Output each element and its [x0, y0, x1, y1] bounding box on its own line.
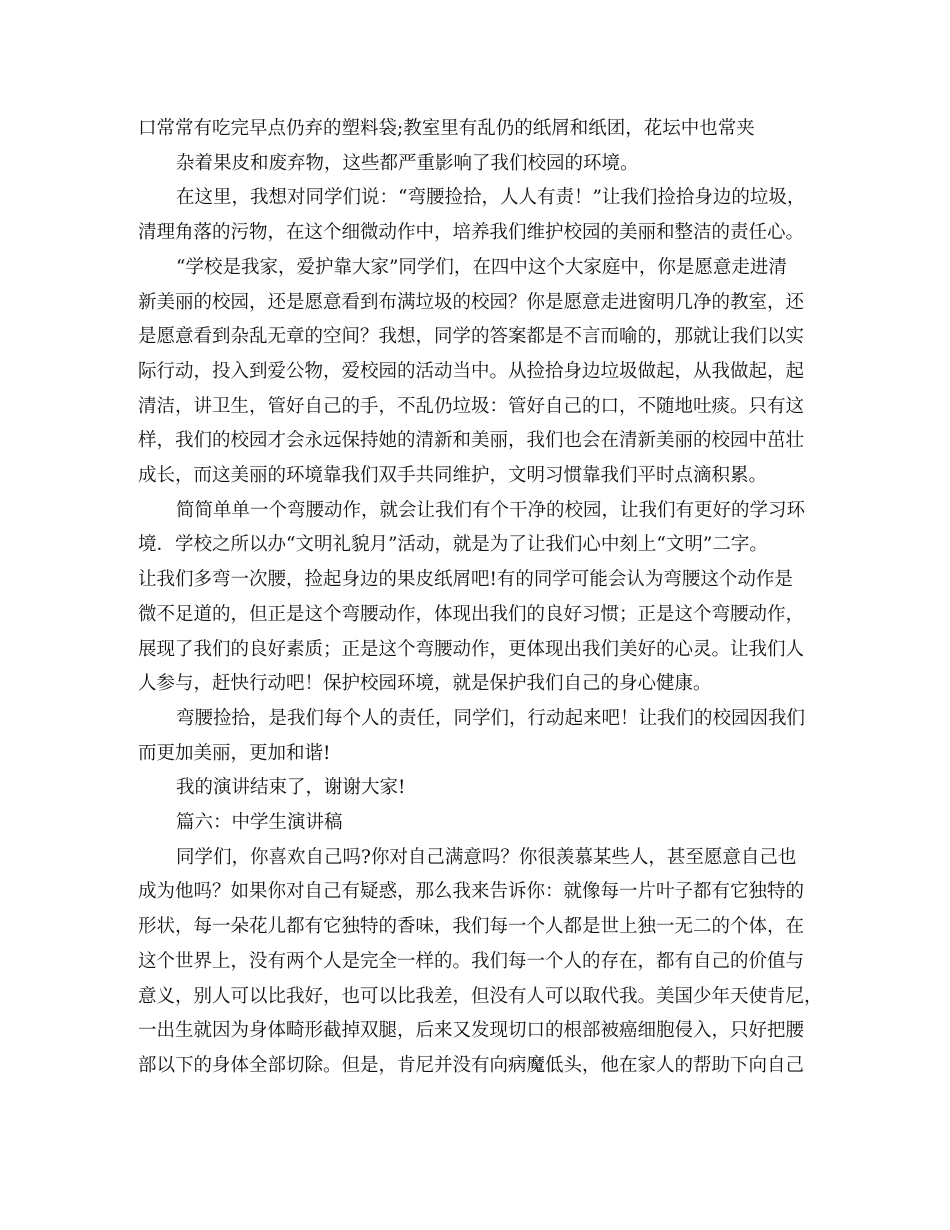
- text-line: 简简单单一个弯腰动作，就会让我们有个干净的校园，让我们有更好的学习环: [176, 499, 806, 521]
- text-line: 口常常有吃完早点仍弃的塑料袋;教室里有乱仍的纸屑和纸团，花坛中也常夹: [138, 118, 755, 139]
- text-line: 部以下的身体全部切除。但是，肯尼并没有向病魔低头，他在家人的帮助下向自己: [138, 1054, 805, 1076]
- text-line: 成为他吗？如果你对自己有疑惑，那么我来告诉你：就像每一片叶子都有它独特的: [138, 881, 805, 903]
- text-line: 意义，别人可以比我好，也可以比我差，但没有人可以取代我。美国少年天使肯尼，: [138, 985, 823, 1007]
- text-line: 际行动，投入到爱公物，爱校园的活动当中。从捡拾身边垃圾做起，从我做起，起: [138, 360, 805, 382]
- text-line: 一出生就因为身体畸形截掉双腿，后来又发现切口的根部被癌细胞侵入，只好把腰: [138, 1020, 805, 1042]
- text-line: 展现了我们的良好素质；正是这个弯腰动作，更体现出我们美好的心灵。让我们人: [138, 638, 805, 660]
- text-line: 新美丽的校园，还是愿意看到布满垃圾的校园？你是愿意走进窗明几净的教室，还: [138, 291, 805, 313]
- text-line: 清理角落的污物，在这个细微动作中，培养我们维护校园的美丽和整洁的责任心。: [138, 222, 805, 244]
- text-line: 是愿意看到杂乱无章的空间？我想，同学的答案都是不言而喻的，那就让我们以实: [138, 326, 805, 348]
- text-line: 在这里，我想对同学们说：“弯腰捡拾，人人有责！”让我们捡拾身边的垃圾，: [176, 187, 806, 209]
- text-line: 清洁，讲卫生，管好自己的手，不乱仍垃圾：管好自己的口，不随地吐痰。只有这: [138, 395, 805, 417]
- text-line: 成长，而这美丽的环境靠我们双手共同维护，文明习惯靠我们平时点滴积累。: [138, 465, 768, 486]
- text-line: 让我们多弯一次腰，捡起身边的果皮纸屑吧!有的同学可能会认为弯腰这个动作是: [138, 569, 793, 591]
- text-line: 弯腰捡拾，是我们每个人的责任，同学们，行动起来吧！让我们的校园因我们: [176, 707, 806, 729]
- text-line: 境．学校之所以办“文明礼貌月”活动，就是为了让我们心中刻上“文明”二字。: [138, 534, 768, 556]
- section-heading: 篇六：中学生演讲稿: [176, 812, 343, 833]
- text-line: 微不足道的，但正是这个弯腰动作，体现出我们的良好习惯；正是这个弯腰动作，: [138, 603, 805, 625]
- text-line: 形状，每一朵花儿都有它独特的香味，我们每一个人都是世上独一无二的个体，在: [138, 916, 805, 938]
- text-line: 同学们，你喜欢自己吗?你对自己满意吗？你很羡慕某些人，甚至愿意自己也: [176, 846, 797, 868]
- text-line: 这个世界上，没有两个人是完全一样的。我们每一个人的存在，都有自己的价值与: [138, 950, 805, 972]
- text-line: “学校是我家，爱护靠大家”同学们，在四中这个大家庭中，你是愿意走进清: [176, 256, 787, 278]
- text-line: 我的演讲结束了，谢谢大家!: [176, 777, 406, 799]
- text-line: 而更加美丽，更加和谐!: [138, 742, 331, 764]
- text-line: 杂着果皮和废弃物，这些都严重影响了我们校园的环境。: [176, 152, 639, 174]
- text-line: 人参与，赶快行动吧！保护校园环境，就是保护我们自己的身心健康。: [138, 673, 712, 695]
- text-line: 样，我们的校园才会永远保持她的清新和美丽，我们也会在清新美丽的校园中茁壮: [138, 430, 805, 452]
